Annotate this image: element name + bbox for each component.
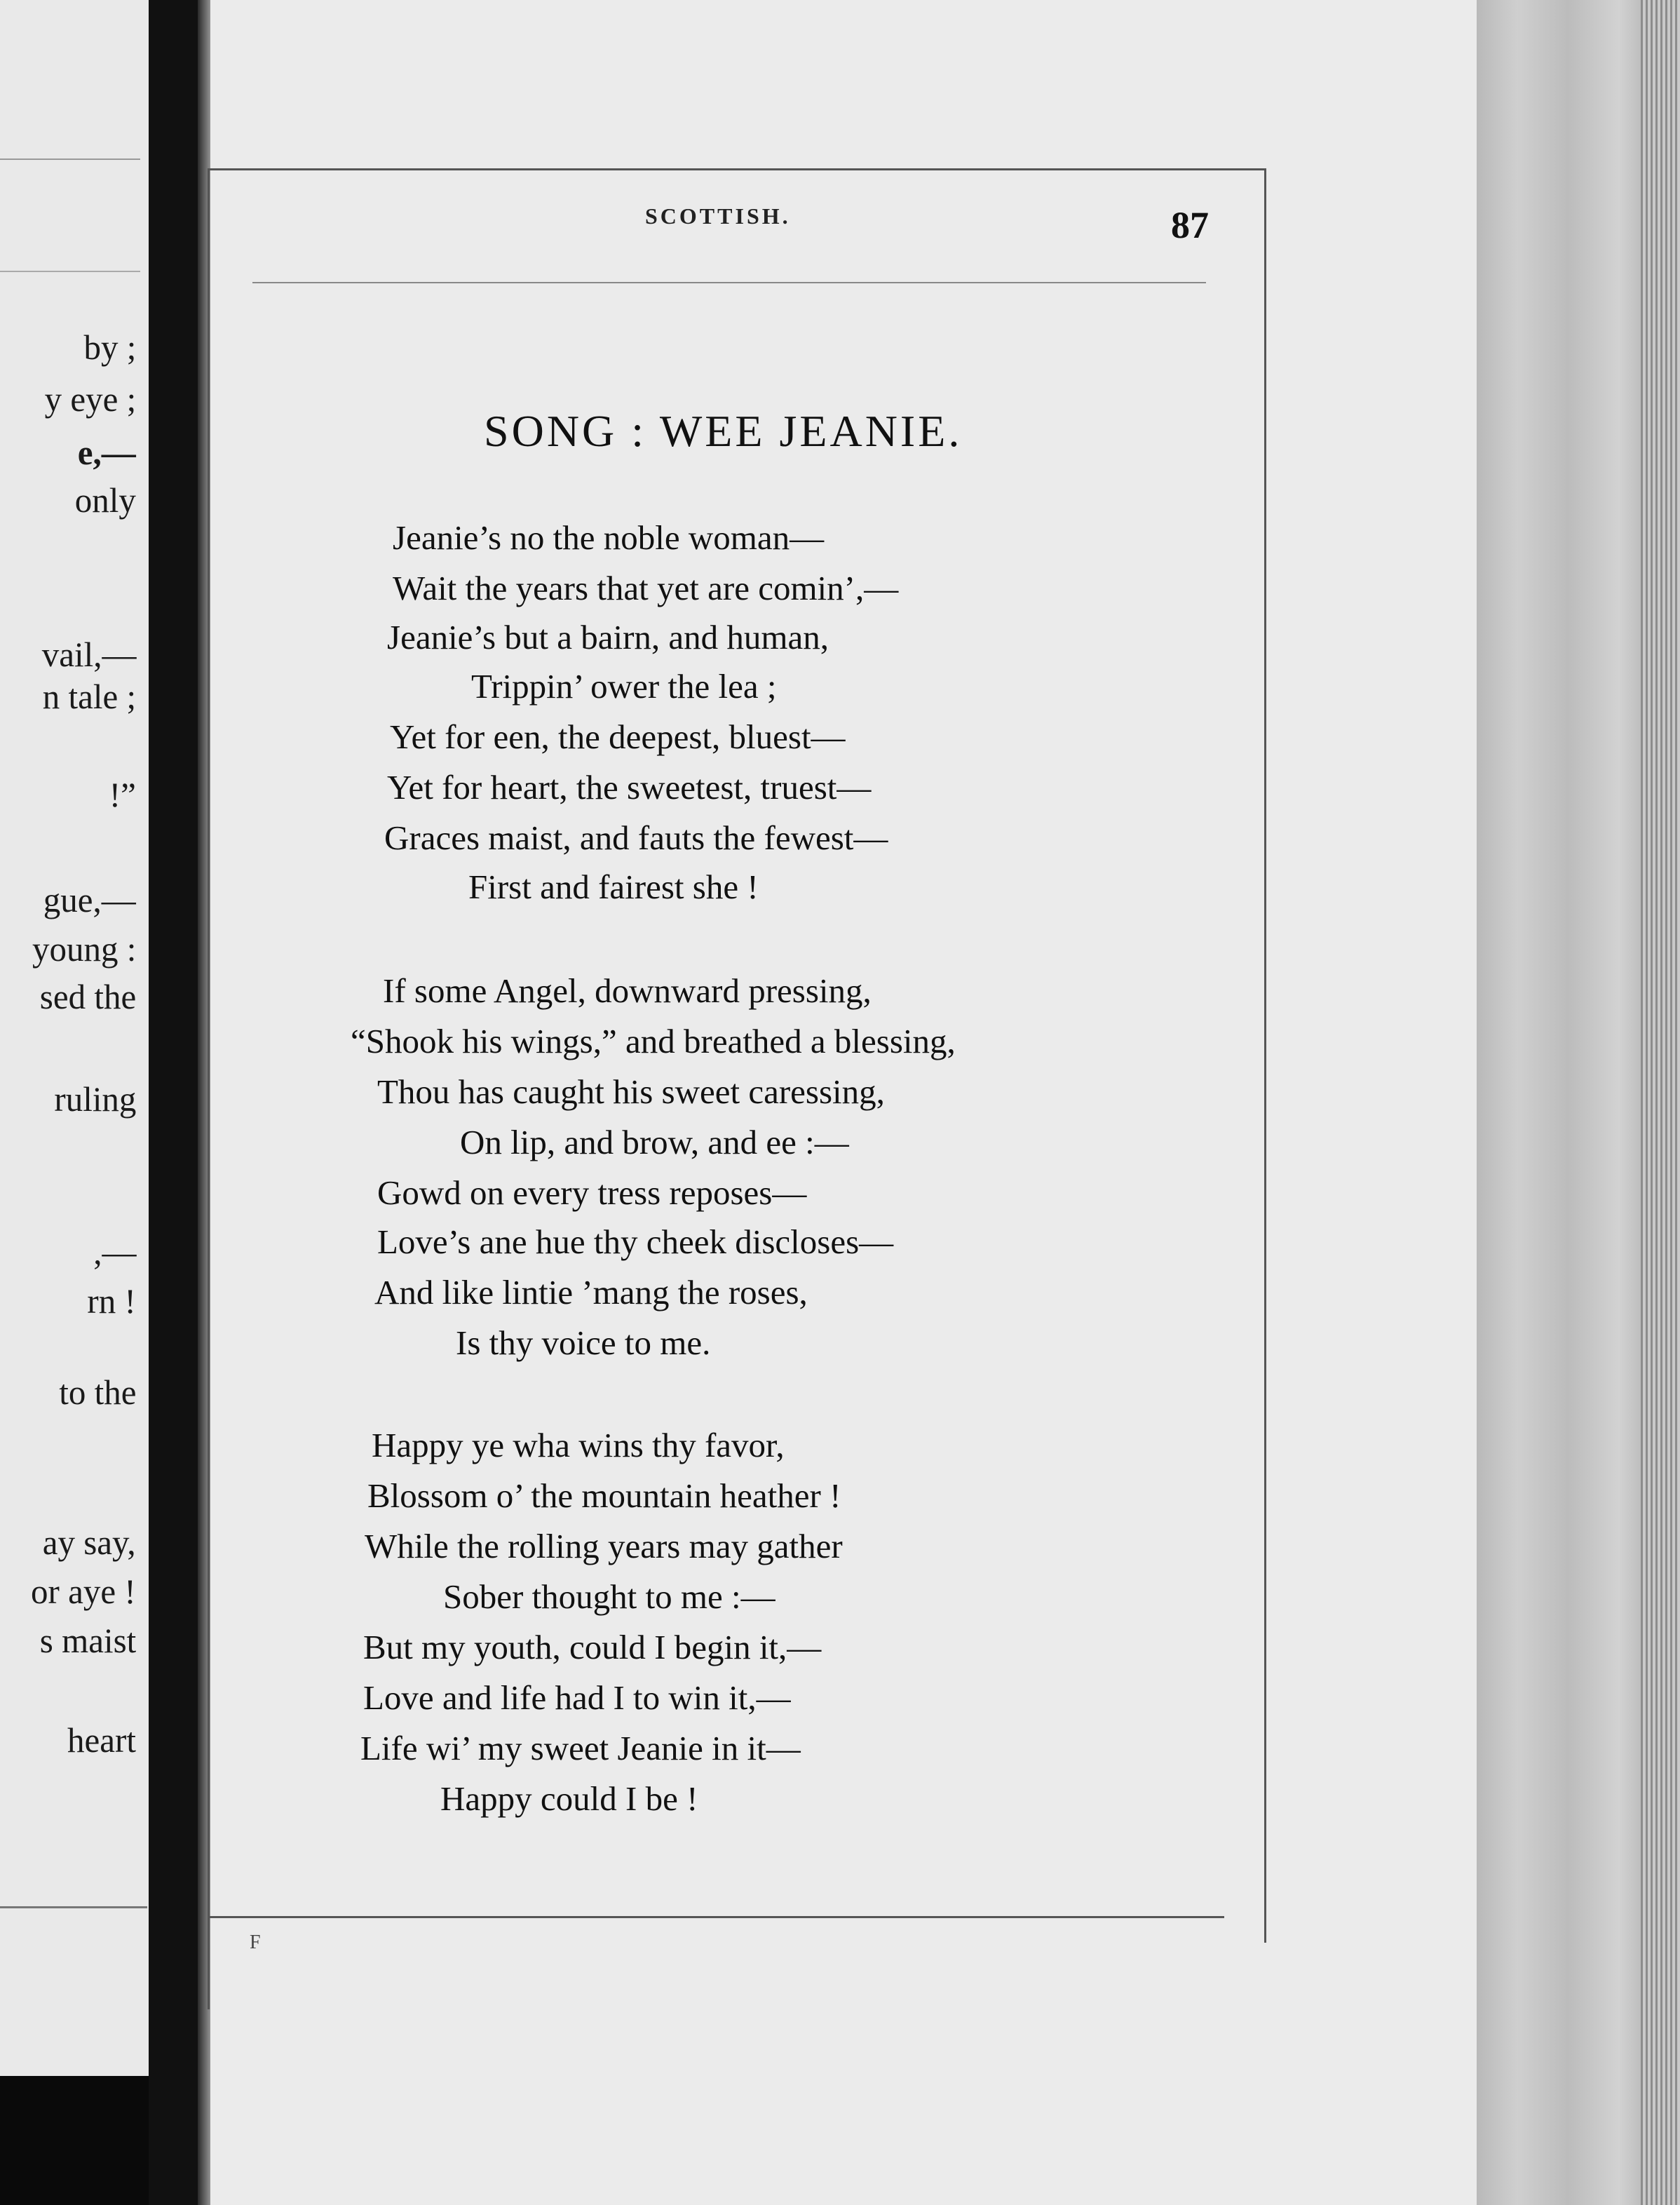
verse-line: Blossom o’ the mountain heather ! (367, 1476, 841, 1515)
previous-page-line: only (74, 480, 136, 520)
previous-page-line: n tale ; (42, 677, 136, 716)
book-gutter (149, 0, 198, 2205)
verse-line: Love and life had I to win it,— (363, 1678, 791, 1717)
verse-line: But my youth, could I begin it,— (363, 1628, 822, 1666)
previous-page-line: rn ! (87, 1281, 136, 1321)
verse-line: Gowd on every tress reposes— (377, 1173, 807, 1212)
verse-line: While the rolling years may gather (365, 1527, 843, 1565)
previous-page-line: ay say, (43, 1523, 136, 1562)
verse-line: Thou has caught his sweet caressing, (377, 1072, 885, 1111)
previous-page-line: s maist (39, 1621, 136, 1660)
poem-title: SONG : WEE JEANIE. (484, 406, 963, 456)
signature-mark: F (250, 1931, 261, 1953)
verse-line: Jeanie’s but a bairn, and human, (387, 618, 829, 656)
previous-page-line: y eye ; (44, 379, 136, 419)
page-edges-stack (1641, 0, 1680, 2205)
verse-line: Yet for een, the deepest, bluest— (390, 717, 846, 756)
verse-line: Life wi’ my sweet Jeanie in it— (360, 1729, 801, 1767)
verse-line: On lip, and brow, and ee :— (460, 1123, 849, 1161)
verse-line: Trippin’ ower the lea ; (471, 667, 777, 706)
verse-line: Sober thought to me :— (443, 1577, 775, 1616)
previous-page-head-rule (0, 271, 140, 272)
previous-page-line: sed the (39, 977, 136, 1016)
previous-page-line: young : (32, 929, 136, 969)
verse-line: Wait the years that yet are comin’,— (393, 569, 899, 607)
previous-page-line: ,— (93, 1232, 136, 1272)
running-head-rule (252, 282, 1206, 283)
previous-page-line: gue,— (43, 880, 136, 919)
previous-page-bottom-rule (0, 1906, 147, 1908)
page-frame-corner (208, 1918, 210, 2009)
verse-line: Is thy voice to me. (456, 1323, 711, 1362)
verse-line: If some Angel, downward pressing, (383, 971, 872, 1010)
running-head: SCOTTISH. (645, 203, 791, 229)
verse-line: Happy ye wha wins thy favor, (372, 1426, 785, 1464)
previous-page-line: heart (67, 1720, 136, 1760)
previous-page-rule (0, 159, 140, 160)
previous-page-line: to the (58, 1373, 136, 1412)
previous-page-line: !” (109, 775, 136, 814)
previous-page-line: or aye ! (31, 1572, 136, 1611)
previous-page-fragment (0, 0, 149, 2076)
previous-page-line: by ; (83, 328, 136, 367)
verse-line: Yet for heart, the sweetest, truest— (387, 768, 872, 807)
verse-line: “Shook his wings,” and breathed a blessing, (351, 1022, 956, 1060)
verse-line: And like lintie ’mang the roses, (374, 1273, 808, 1311)
verse-line: Love’s ane hue thy cheek discloses— (377, 1222, 894, 1261)
verse-line: Jeanie’s no the noble woman— (393, 518, 825, 557)
previous-page-line: vail,— (41, 635, 136, 674)
verse-line: Happy could I be ! (440, 1779, 698, 1818)
verse-line: First and fairest she ! (468, 868, 759, 906)
previous-page-line: e,— (77, 433, 136, 472)
page-frame-bottom-rule (208, 1916, 1224, 1918)
page-number: 87 (1171, 204, 1209, 246)
previous-page-line: ruling (53, 1079, 136, 1119)
verse-line: Graces maist, and fauts the fewest— (384, 818, 888, 857)
